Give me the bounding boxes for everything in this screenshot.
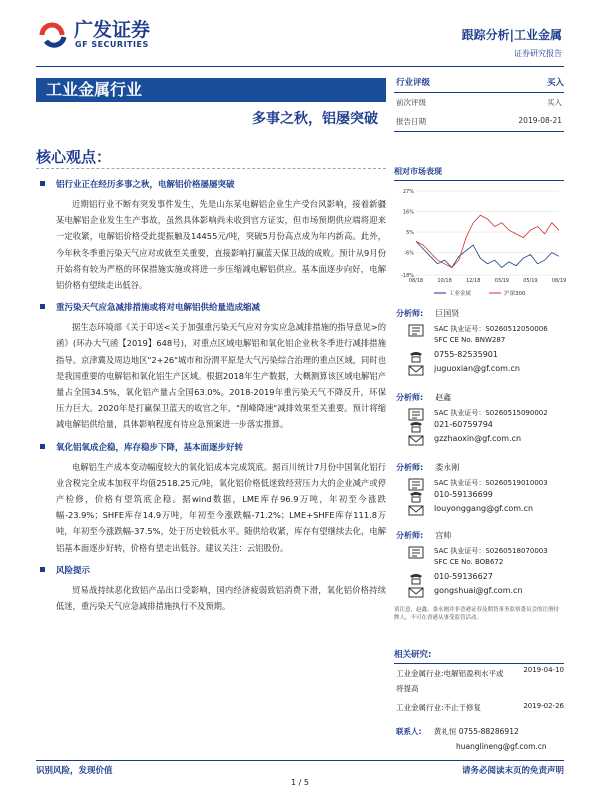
analyst-person: 宫帅 <box>435 531 452 540</box>
sidebar <box>394 76 567 307</box>
contact-email[interactable]: huanglineng@gf.com.cn <box>456 742 547 751</box>
y-tick-label: -6% <box>404 250 414 257</box>
mail-icon <box>408 502 424 515</box>
company-logo <box>38 20 150 49</box>
contact-label: 联系人: <box>396 727 422 736</box>
gf-logo-icon <box>38 21 68 49</box>
report-type: 跟踪分析|工业金属 <box>461 28 562 42</box>
phone-icon <box>408 348 424 361</box>
report-date-value: 2019-08-21 <box>518 116 562 125</box>
rating-value: 买入 <box>546 78 564 88</box>
analyst-block <box>394 392 564 462</box>
related-item[interactable] <box>396 666 564 696</box>
section-heading: 氧化铝氧成企稳，库存稳步下降，基本面逐步好转 <box>36 441 386 453</box>
related-item-text: 工业金属行业:电解铝盈利水平或将提高 <box>396 669 504 693</box>
mail-icon <box>408 584 424 597</box>
report-date-row <box>394 112 564 132</box>
analyst-phone: 010-59136699 <box>434 490 493 499</box>
section-heading: 铝行业正在经历多事之秋，电解铝价格屡屡突破 <box>36 178 386 190</box>
x-tick-label: 08/19 <box>551 278 567 284</box>
analyst-block <box>394 462 564 532</box>
main-content <box>36 176 386 622</box>
analyst-name <box>396 462 459 473</box>
rating-title: 行业评级 <box>396 78 431 88</box>
analyst-sfc: SFC CE No. BOB672 <box>434 558 504 566</box>
footer-disclaimer-link[interactable]: 请务必阅读末页的免责声明 <box>461 766 564 776</box>
y-tick-label: 5% <box>406 230 414 237</box>
disclaimer-note: 请注意，赵鑫、娄永刚并非香港证券及期货事务监察委员会的注册持牌人，不可在香港从事受监管活动。 <box>394 607 560 621</box>
section-heading: 重污染天气应急减排措施或将对电解铝供给量造成缩减 <box>36 301 386 313</box>
analyst-email[interactable]: juguoxian@gf.com.cn <box>434 364 520 373</box>
analyst-block <box>394 530 564 600</box>
header-divider <box>36 66 564 67</box>
rating-box-title <box>394 76 564 93</box>
analyst-email[interactable]: gongshuai@gf.com.cn <box>434 586 523 595</box>
section-text: 贸易战持续恶化致铝产品出口受影响，国内经济疲弱致铝消费下滑，氧化铝价格持续低迷，重污染天气应急减排措施执行不及预期。 <box>56 584 386 612</box>
report-category: 证券研究报告 <box>514 49 562 58</box>
analyst-label: 分析师: <box>396 463 424 472</box>
previous-rating-row <box>394 93 564 112</box>
footer-slogan: 识别风险，发现价值 <box>36 766 113 776</box>
previous-rating-value: 买入 <box>547 98 562 107</box>
chart-section-title: 相对市场表现 <box>394 166 564 181</box>
related-research-title: 相关研究: <box>394 648 564 664</box>
section-text: 近期铝行业不断有突发事件发生，先是山东某电解铝企业生产受台风影响，接着新疆某电解铝企业发生生产事故，虽然具体影响尚未收到官方证实，但市场预期供应端将迎来一定收紧，电解铝价格受此提振触及14455元/吨，突破5月份高点成为年内新高。此外，今年秋冬季重污染天气应对或就至关重要，直接影响打赢蓝天保卫战的成败。预计从9月份开始将有较为严格的环保措施实施或将进一步压缩减电解铝供应。基本面逐步向好，电解铝价格有望续走出低谷。 <box>56 199 386 291</box>
x-tick-label: 10/18 <box>437 278 452 284</box>
report-date-label: 报告日期 <box>396 117 426 126</box>
y-tick-label: 16% <box>402 209 414 216</box>
section-heading: 风险提示 <box>36 564 386 576</box>
analyst-phone: 010-59136627 <box>434 572 493 581</box>
legend-label-0: 工业金属 <box>449 291 472 297</box>
series-line-1 <box>416 215 559 267</box>
industry-banner: 工业金属行业 <box>36 78 386 102</box>
contact-person <box>396 726 564 751</box>
phone-icon <box>408 570 424 583</box>
analyst-person: 赵鑫 <box>435 393 452 402</box>
x-tick-label: 03/19 <box>494 278 510 284</box>
id-card-icon <box>408 322 424 335</box>
related-item[interactable] <box>396 702 564 713</box>
contact-name-phone: 黄礼恒 0755-88286912 <box>433 727 519 736</box>
series-line-0 <box>416 241 559 267</box>
core-viewpoint-title: 核心观点： <box>36 148 112 166</box>
analyst-name <box>396 530 451 541</box>
analyst-label: 分析师: <box>396 393 424 402</box>
id-card-icon <box>408 544 424 557</box>
analyst-name <box>396 392 451 403</box>
analyst-sac: SAC 执业证号：S0260518070003 <box>434 547 548 555</box>
footer-divider <box>36 760 564 761</box>
related-item-text: 工业金属行业:不止于修复 <box>396 703 482 712</box>
page-header <box>0 0 600 72</box>
analyst-person: 娄永刚 <box>435 463 460 472</box>
phone-icon <box>408 418 424 431</box>
report-subtitle: 多事之秋，铝屡突破 <box>252 111 378 127</box>
analyst-email[interactable]: gzzhaoxin@gf.com.cn <box>434 434 522 443</box>
analyst-label: 分析师: <box>396 531 424 540</box>
x-tick-label: 08/18 <box>408 278 424 284</box>
y-tick-label: -18% <box>401 273 414 279</box>
related-item-date: 2019-04-10 <box>523 666 564 674</box>
x-tick-label: 12/18 <box>465 278 481 284</box>
analyst-sac: SAC 执业证号：S0260519010003 <box>434 479 548 487</box>
core-divider <box>36 168 386 169</box>
x-tick-label: 05/19 <box>523 278 538 284</box>
analyst-block <box>394 308 564 378</box>
analyst-sac: SAC 执业证号：S0260512050006 <box>434 325 548 333</box>
mail-icon <box>408 362 424 375</box>
legend-label-1: 沪深300 <box>504 291 526 297</box>
logo-english-name: GF SECURITIES <box>75 40 149 49</box>
mail-icon <box>408 432 424 445</box>
page-number: 1 / 5 <box>291 778 309 787</box>
analyst-sfc: SFC CE No. BNW287 <box>434 336 506 344</box>
y-tick-label: 27% <box>402 189 414 195</box>
relative-performance-chart <box>394 183 567 303</box>
analyst-phone: 021-60759794 <box>434 420 493 429</box>
logo-chinese-name: 广发证券 <box>74 19 151 41</box>
analyst-label: 分析师: <box>396 309 424 318</box>
analyst-name <box>396 308 459 319</box>
phone-icon <box>408 488 424 501</box>
related-item-date: 2019-02-26 <box>523 702 564 710</box>
analyst-email[interactable]: louyonggang@gf.com.cn <box>434 504 534 513</box>
section-text: 据生态环境部《关于印送<关于加强重污染天气应对夯实应急减排措施的指导意见>的函》(环办大气函【2019】648号)，对重点区域电解铝和氧化铝企业秋冬季进行减排措施指导。京津冀及周边地区"2+26"城市和汾渭平原是大气污染综合治理的重点区域，同时也是我国重要的电解铝和氧化铝生产区域。根据2018年生产数据，大概测算该区域电解铝产量占全国34.5%，氧化铝产量占全国63.0%。2018-2019年重污染天气不降反升，环保压力巨大。2020年是打赢保卫蓝天的收官之年，"削峰降速"减排效果至关重要。预计将缩减电解铝供给量，具体影响程度有待应急预案进一步落实推算。 <box>56 322 386 430</box>
section-text: 电解铝生产成本变动幅度较大的氧化铝成本完成筑底。据百川统计7月份中国氧化铝行业含税完全成本加权平均值2518.25元/吨，氧化铝价格低迷致经营压力大的企业减产或停产检修，价格有望筑底企稳。据wind数据，LME库存96.9万吨，年初至今涨跌幅-23.9%；SHFE库存14.9万吨，年初至今涨跌幅-71.2%；LME+SHFE库存111.8万吨，年初至今涨跌幅-37.5%，处于历史较低水平。随供给收紧，库存有望继续去化，电解铝基本面逐步好转，价格有望走出低谷。建议关注：云铝股份。 <box>56 461 386 553</box>
analyst-person: 巨国贤 <box>435 309 460 318</box>
previous-rating-label: 前次评级 <box>396 98 426 107</box>
analyst-sac: SAC 执业证号：S0260515090002 <box>434 409 548 417</box>
analyst-phone: 0755-82535901 <box>434 350 498 359</box>
